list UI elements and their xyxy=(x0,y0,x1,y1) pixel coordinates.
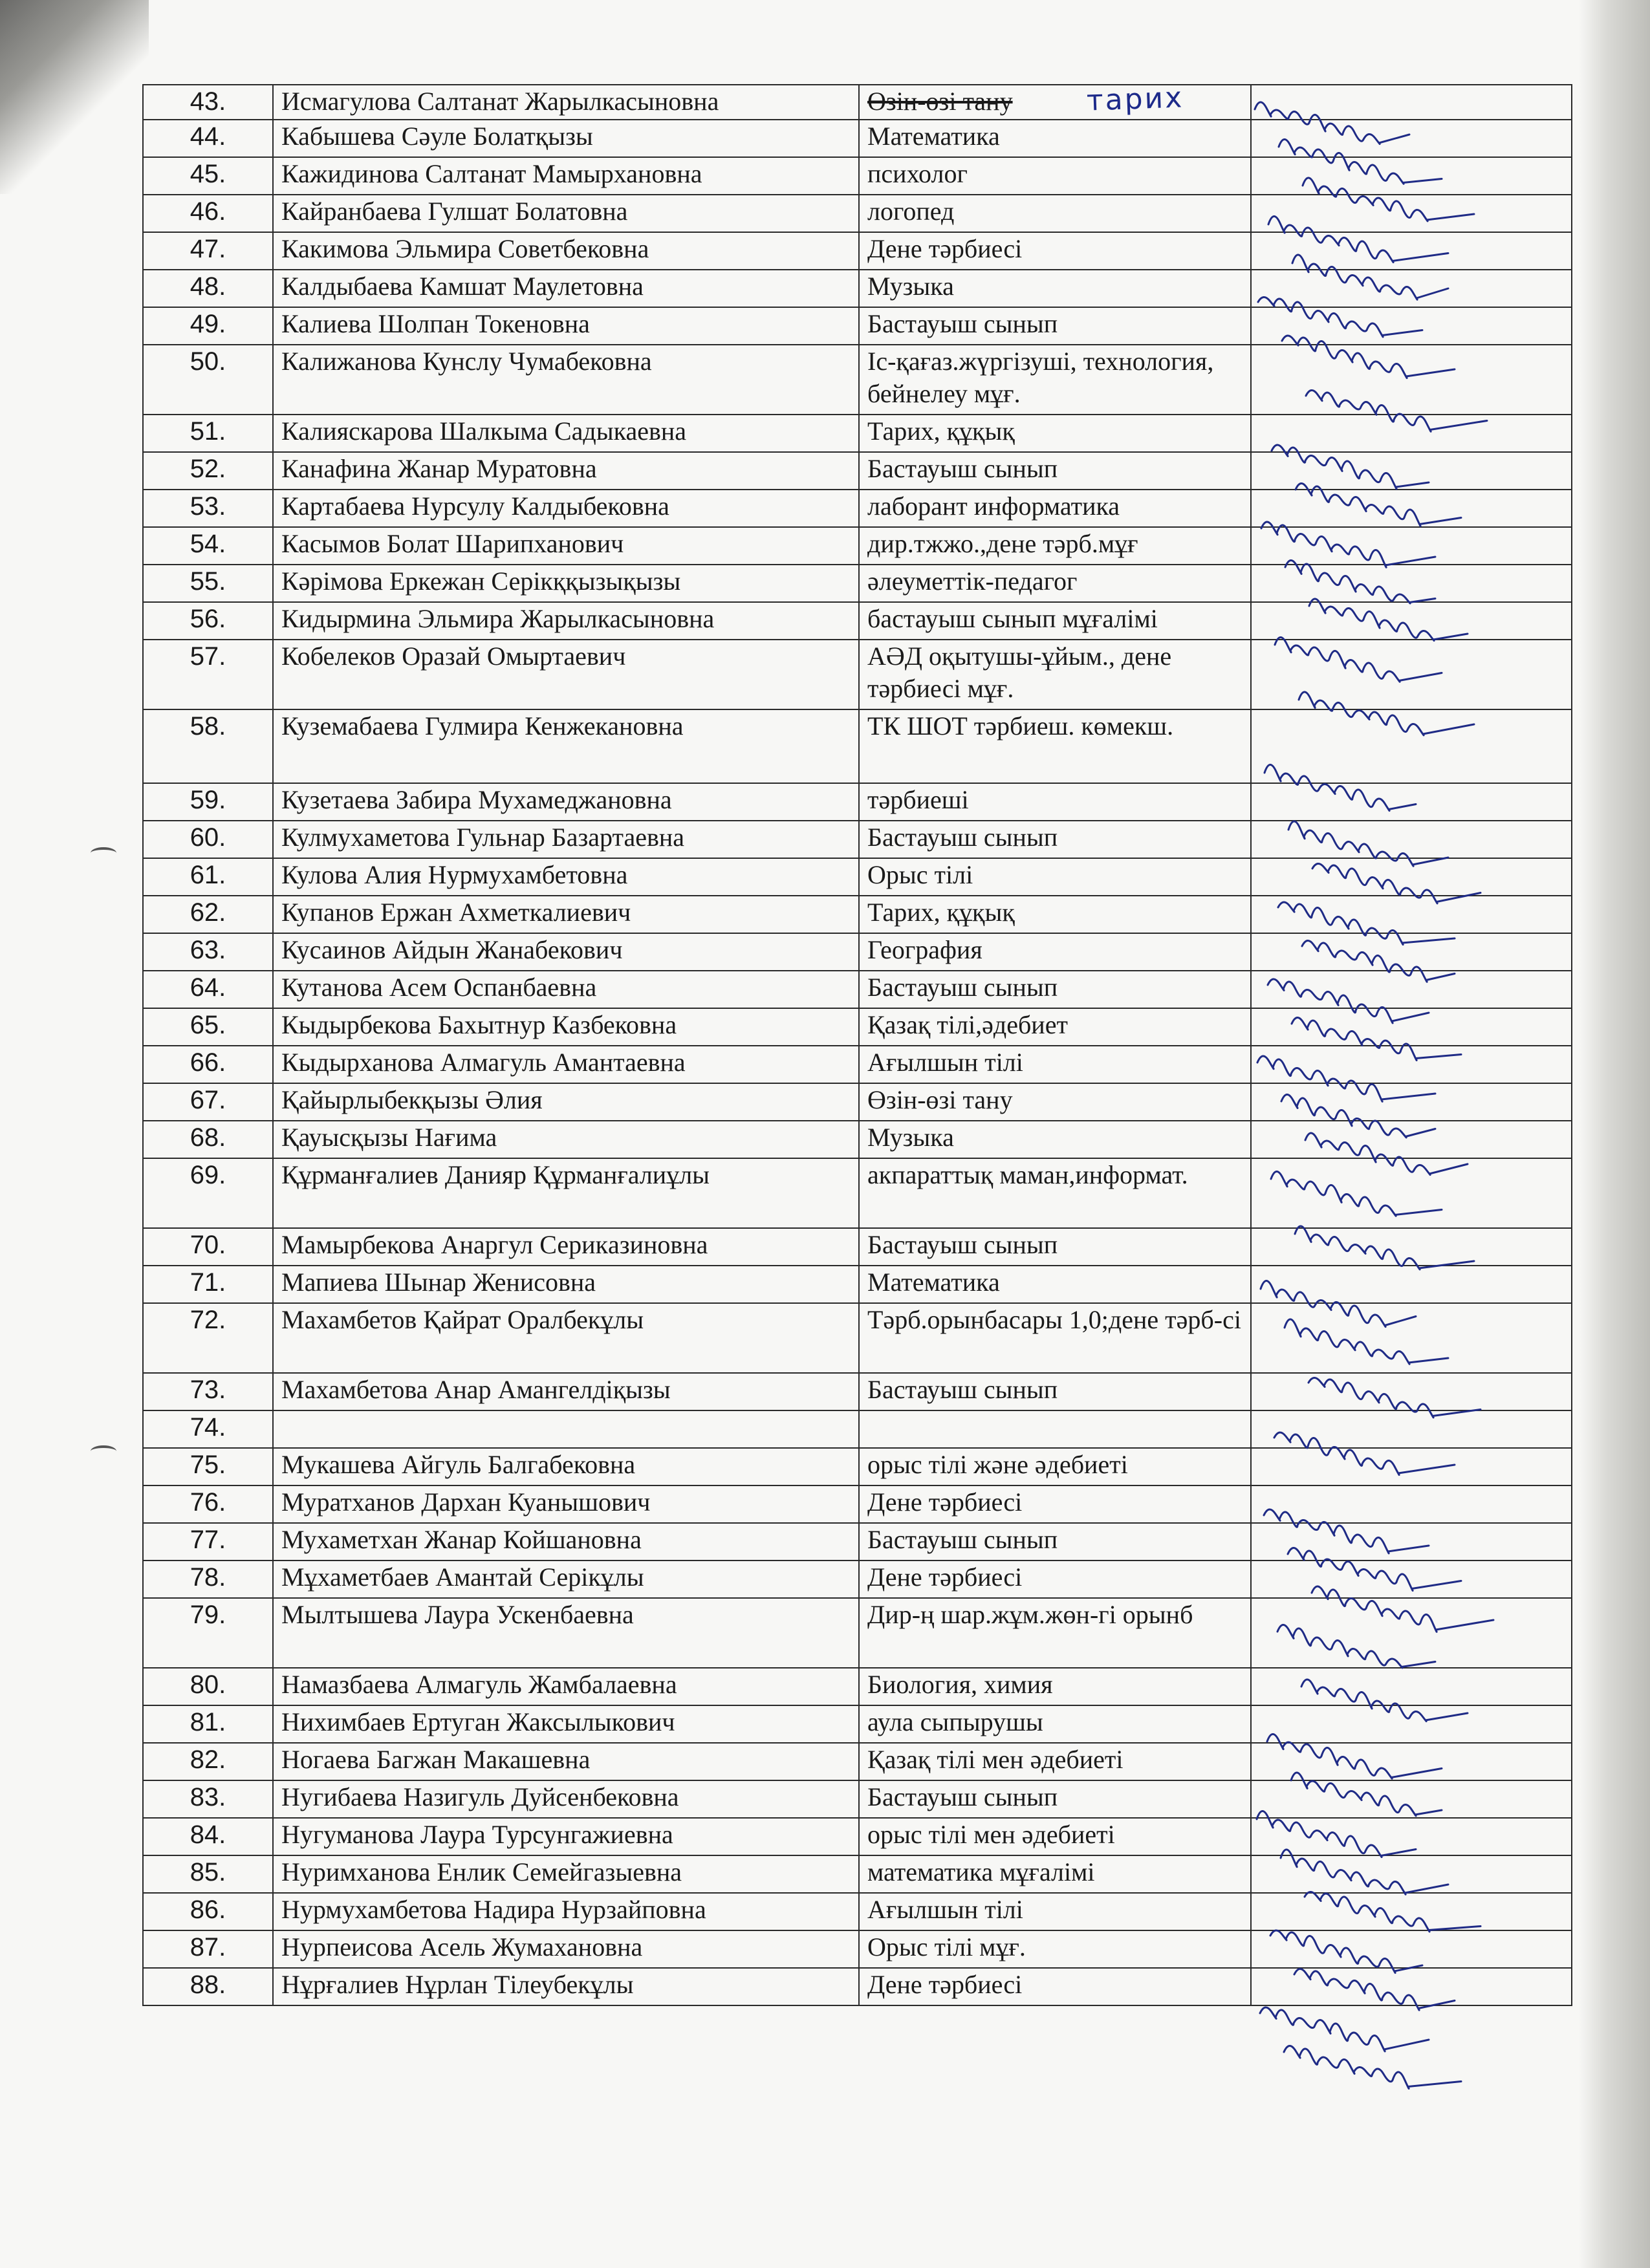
row-number: 88. xyxy=(143,1968,273,2005)
row-number: 82. xyxy=(143,1743,273,1780)
staff-subject: бастауыш сынып мұғалімі xyxy=(859,602,1251,640)
row-number: 57. xyxy=(143,640,273,709)
signature-mark xyxy=(1270,1930,1422,1973)
staff-name: Купанов Ержан Ахметкалиевич xyxy=(273,896,859,933)
signature-mark xyxy=(1275,637,1442,682)
staff-name: Кәрімова Еркежан Серікққызықызы xyxy=(273,565,859,602)
signature-mark xyxy=(1265,764,1416,810)
signature-mark xyxy=(1301,1679,1468,1722)
signature-mark xyxy=(1279,139,1442,184)
row-number: 46. xyxy=(143,195,273,232)
signature-mark xyxy=(1278,902,1455,945)
staff-name: Мұхаметбаев Амантай Серікұлы xyxy=(273,1561,859,1598)
staff-name: Кайранбаева Гулшат Болатовна xyxy=(273,195,859,232)
staff-subject: Биология, химия xyxy=(859,1668,1251,1705)
staff-name: Калдыбаева Камшат Маулетовна xyxy=(273,270,859,307)
staff-name: Картабаева Нурсулу Калдыбековна xyxy=(273,490,859,527)
row-number: 76. xyxy=(143,1485,273,1523)
signature-mark xyxy=(1306,390,1487,431)
signature-mark xyxy=(1299,692,1474,735)
signature-mark xyxy=(1288,821,1448,866)
staff-subject: Бастауыш сынып xyxy=(859,452,1251,490)
staff-name: Кулова Алия Нурмухамбетовна xyxy=(273,858,859,896)
signature-mark xyxy=(1309,599,1468,641)
staff-name: Калиева Шолпан Токеновна xyxy=(273,307,859,345)
staff-subject: Қазақ тілі,әдебиет xyxy=(859,1008,1251,1046)
staff-subject: Тарих, құқық xyxy=(859,415,1251,452)
row-number: 56. xyxy=(143,602,273,640)
signature-mark xyxy=(1305,1892,1481,1932)
signature-mark xyxy=(1260,2007,1429,2051)
signature-mark xyxy=(1296,483,1461,526)
staff-name: Нұрғалиев Нұрлан Тілеубекұлы xyxy=(273,1968,859,2005)
staff-subject: АӘД оқытушы-ұйым., дене тәрбиесі мұғ. xyxy=(859,640,1251,709)
signature-mark xyxy=(1288,1548,1461,1590)
signature-mark xyxy=(1285,560,1435,603)
staff-subject: дир.тжжо.,дене тәрб.мұғ xyxy=(859,527,1251,565)
signature-mark xyxy=(1258,297,1422,337)
staff-name: Ногаева Багжан Макашевна xyxy=(273,1743,859,1780)
row-number: 43. xyxy=(143,85,273,120)
staff-subject: аула сыпырушы xyxy=(859,1705,1251,1743)
staff-name: Құрманғалиев Данияр Құрманғалиұлы xyxy=(273,1158,859,1228)
row-number: 47. xyxy=(143,232,273,270)
signature-mark xyxy=(1267,1734,1442,1778)
row-number: 79. xyxy=(143,1598,273,1668)
signature-mark xyxy=(1292,255,1448,299)
staff-subject: Орыс тілі мұғ. xyxy=(859,1930,1251,1968)
staff-name: Кыдырханова Алмагуль Амантаевна xyxy=(273,1046,859,1083)
staff-subject: логопед xyxy=(859,195,1251,232)
staff-name: Канафина Жанар Муратовна xyxy=(273,452,859,490)
row-number: 77. xyxy=(143,1523,273,1561)
signature-mark xyxy=(1282,336,1455,378)
row-number: 86. xyxy=(143,1893,273,1930)
row-number: 74. xyxy=(143,1410,273,1448)
staff-name: Мамырбекова Анаргул Серикaзиновна xyxy=(273,1228,859,1266)
staff-name: Мылтышева Лаура Ускенбаевна xyxy=(273,1598,859,1668)
signature-mark xyxy=(1292,1017,1461,1060)
signature-mark xyxy=(1272,445,1429,489)
row-number: 80. xyxy=(143,1668,273,1705)
staff-name: Кабышева Сәуле Болатқызы xyxy=(273,120,859,157)
row-number: 44. xyxy=(143,120,273,157)
row-number: 78. xyxy=(143,1561,273,1598)
row-number: 71. xyxy=(143,1266,273,1303)
staff-subject: Бастауыш сынып xyxy=(859,821,1251,858)
row-number: 48. xyxy=(143,270,273,307)
row-number: 65. xyxy=(143,1008,273,1046)
row-number: 66. xyxy=(143,1046,273,1083)
staff-name: Кыдырбекова Бахытнур Казбековна xyxy=(273,1008,859,1046)
staff-name: Кусаинов Айдын Жанабекович xyxy=(273,933,859,971)
staff-name: Мукашева Айгуль Балгабековна xyxy=(273,1448,859,1485)
staff-name: Махамбетов Қайрат Оралбекұлы xyxy=(273,1303,859,1373)
signature-mark xyxy=(1261,522,1435,567)
staff-subject: акпараттық маман,информат. xyxy=(859,1158,1251,1228)
staff-name: Мухаметхан Жанар Койшановна xyxy=(273,1523,859,1561)
signature-mark xyxy=(1261,1280,1416,1326)
signature-mark xyxy=(1291,1773,1442,1816)
staff-name: Қайырлыбекқызы Әлия xyxy=(273,1083,859,1121)
row-number: 63. xyxy=(143,933,273,971)
signature-mark xyxy=(1302,940,1455,982)
staff-name: Қауысқызы Нағима xyxy=(273,1121,859,1158)
staff-subject: Бастауыш сынып xyxy=(859,971,1251,1008)
signature-mark xyxy=(1312,863,1481,903)
staff-name: Кидырмина Эльмира Жарылкасыновна xyxy=(273,602,859,640)
staff-subject: орыс тілі мен әдебиеті xyxy=(859,1818,1251,1855)
staff-subject: лаборант информатика xyxy=(859,490,1251,527)
signature-mark xyxy=(1285,1319,1448,1364)
row-number: 45. xyxy=(143,157,273,195)
row-number: 59. xyxy=(143,783,273,821)
staff-name: Кобелеков Оразай Омыртаевич xyxy=(273,640,859,709)
signature-mark xyxy=(1295,1226,1474,1269)
staff-name: Муратханов Дархан Куанышович xyxy=(273,1485,859,1523)
staff-name: Исмагулова Салтанат Жарылкасыновна xyxy=(273,85,859,120)
staff-name: Калияскарова Шалкыма Садыкаевна xyxy=(273,415,859,452)
signature-mark xyxy=(1277,1625,1435,1667)
staff-subject: Бастауыш сынып xyxy=(859,1373,1251,1410)
signature-mark xyxy=(1271,1171,1442,1216)
row-number: 72. xyxy=(143,1303,273,1373)
row-number: 51. xyxy=(143,415,273,452)
staff-subject: Орыс тілі xyxy=(859,858,1251,896)
staff-name: Нугуманова Лаура Турсунгажиевна xyxy=(273,1818,859,1855)
signature-mark xyxy=(1264,1509,1429,1553)
staff-subject: математика мұғалімі xyxy=(859,1855,1251,1893)
staff-subject: Дир-ң шар.жұм.жөн-гі орынб xyxy=(859,1598,1251,1668)
row-number: 87. xyxy=(143,1930,273,1968)
staff-name: Нуримханова Енлик Семейгазыевна xyxy=(273,1855,859,1893)
row-number: 69. xyxy=(143,1158,273,1228)
staff-subject: География xyxy=(859,933,1251,971)
staff-name: Нихимбаев Ертуган Жаксылыкович xyxy=(273,1705,859,1743)
staff-name: Нурмухамбетова Надира Нурзайповна xyxy=(273,1893,859,1930)
staff-subject: Ағылшын тілі xyxy=(859,1893,1251,1930)
row-number: 53. xyxy=(143,490,273,527)
staff-subject: ТК ШОТ тәрбиеш. көмекш. xyxy=(859,709,1251,783)
signature-mark xyxy=(1308,1377,1481,1418)
staff-subject: Бастауыш сынып xyxy=(859,307,1251,345)
staff-name: Мапиева Шынар Женисовна xyxy=(273,1266,859,1303)
staff-name: Кажидинова Салтанат Мамырхановна xyxy=(273,157,859,195)
staff-name: Куземабаева Гулмира Кенжекановна xyxy=(273,709,859,783)
staff-subject: Бастауыш сынып xyxy=(859,1523,1251,1561)
staff-subject: Өзін-өзі тану xyxy=(859,85,1251,120)
handwritten-correction: тарих xyxy=(1086,81,1185,118)
row-number: 62. xyxy=(143,896,273,933)
row-number: 54. xyxy=(143,527,273,565)
signature-mark xyxy=(1274,1432,1455,1475)
row-number: 52. xyxy=(143,452,273,490)
signature-mark xyxy=(1303,178,1474,221)
staff-subject: Дене тәрбиесі xyxy=(859,1968,1251,2005)
staff-subject: Бастауыш сынып xyxy=(859,1780,1251,1818)
row-number: 70. xyxy=(143,1228,273,1266)
staff-subject: Дене тәрбиесі xyxy=(859,1485,1251,1523)
row-number: 84. xyxy=(143,1818,273,1855)
staff-subject: Тәрб.орынбасары 1,0;дене тәрб-сі xyxy=(859,1303,1251,1373)
staff-name: Калижанова Кунслу Чумабековна xyxy=(273,345,859,415)
signature-mark xyxy=(1294,1969,1455,2010)
signature-mark xyxy=(1281,1094,1435,1137)
staff-subject: Музыка xyxy=(859,1121,1251,1158)
staff-subject: тәрбиеші xyxy=(859,783,1251,821)
staff-subject: Қазақ тілі мен әдебиеті xyxy=(859,1743,1251,1780)
staff-name: Какимова Эльмира Советбековна xyxy=(273,232,859,270)
staff-name: Кутанова Асем Оспанбаевна xyxy=(273,971,859,1008)
staff-subject: Математика xyxy=(859,120,1251,157)
row-number: 83. xyxy=(143,1780,273,1818)
row-number: 81. xyxy=(143,1705,273,1743)
row-number: 50. xyxy=(143,345,273,415)
staff-subject: әлеуметтік-педагог xyxy=(859,565,1251,602)
row-number: 67. xyxy=(143,1083,273,1121)
staff-name: Махамбетова Анар Амангелдіқызы xyxy=(273,1373,859,1410)
staff-subject: Дене тәрбиесі xyxy=(859,1561,1251,1598)
signature-mark xyxy=(1305,1133,1468,1175)
row-number: 60. xyxy=(143,821,273,858)
staff-name: Касымов Болат Шарипханович xyxy=(273,527,859,565)
staff-subject: Бастауыш сынып xyxy=(859,1228,1251,1266)
staff-subject: Математика xyxy=(859,1266,1251,1303)
row-number: 55. xyxy=(143,565,273,602)
row-number: 68. xyxy=(143,1121,273,1158)
staff-subject: Тарих, құқық xyxy=(859,896,1251,933)
signature-mark xyxy=(1257,1811,1416,1857)
staff-name: Кулмухаметова Гульнар Базартаевна xyxy=(273,821,859,858)
row-number: 58. xyxy=(143,709,273,783)
signature-mark xyxy=(1281,1850,1448,1894)
staff-subject: Өзін-өзі тану xyxy=(859,1083,1251,1121)
row-number: 75. xyxy=(143,1448,273,1485)
staff-name: Намазбаева Алмагуль Жамбалаевна xyxy=(273,1668,859,1705)
row-number: 73. xyxy=(143,1373,273,1410)
signature-mark xyxy=(1268,979,1429,1023)
staff-subject: Ағылшын тілі xyxy=(859,1046,1251,1083)
signature-mark xyxy=(1255,102,1409,144)
staff-subject: Іс-қағаз.жүргізуші, технология, бейнелеу мұғ. xyxy=(859,345,1251,415)
staff-name: Нугибаева Назигуль Дуйсенбековна xyxy=(273,1780,859,1818)
signature-mark xyxy=(1284,2046,1461,2088)
staff-name: Кузетаева Забира Мухамеджановна xyxy=(273,783,859,821)
staff-name: Нурпеисова Асель Жумахановна xyxy=(273,1930,859,1968)
signature-mark xyxy=(1257,1056,1435,1101)
row-number: 85. xyxy=(143,1855,273,1893)
row-number: 64. xyxy=(143,971,273,1008)
signature-mark xyxy=(1312,1586,1493,1632)
row-number: 49. xyxy=(143,307,273,345)
staff-subject: орыс тілі және әдебиеті xyxy=(859,1448,1251,1485)
staff-subject: Музыка xyxy=(859,270,1251,307)
staff-subject: Дене тәрбиесі xyxy=(859,232,1251,270)
staff-subject: психолог xyxy=(859,157,1251,195)
row-number: 61. xyxy=(143,858,273,896)
